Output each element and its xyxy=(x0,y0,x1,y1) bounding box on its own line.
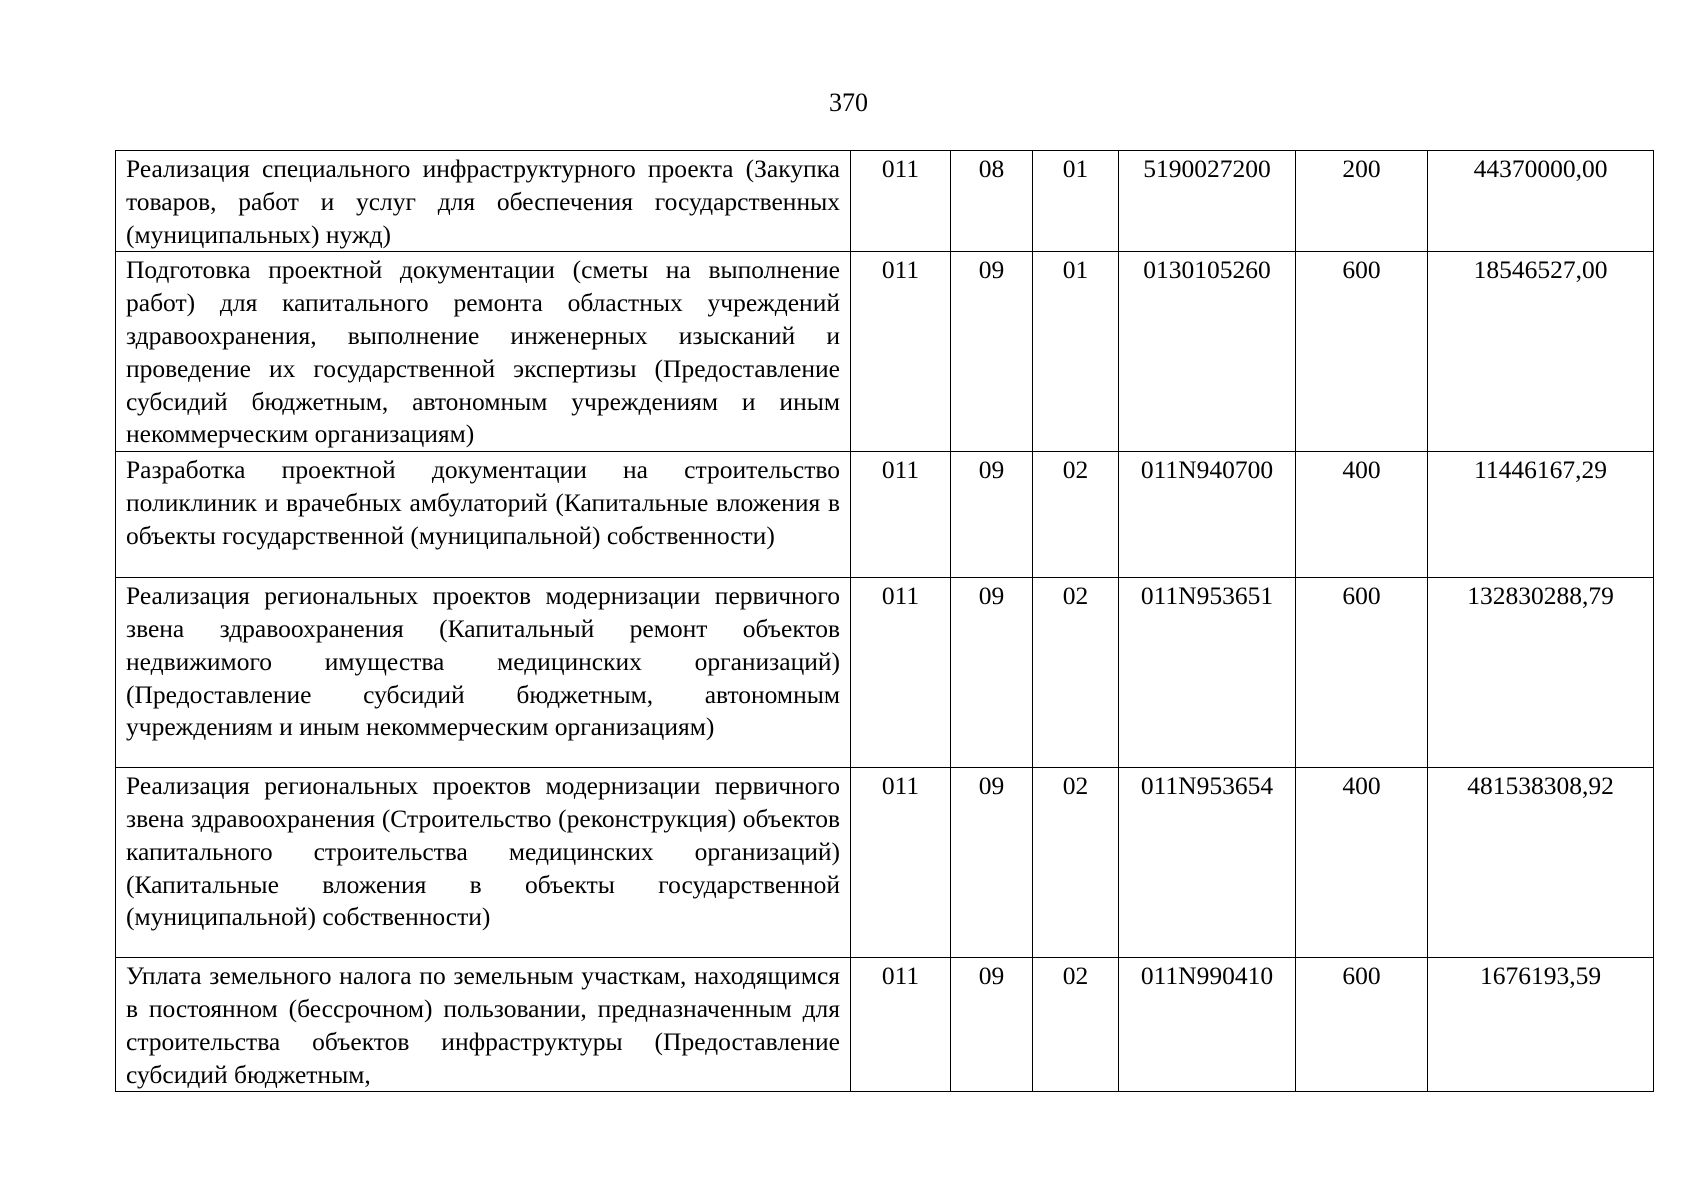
row-subsection-code: 01 xyxy=(1033,151,1119,252)
row-subsection-code: 02 xyxy=(1033,768,1119,958)
row-expense-type: 600 xyxy=(1296,958,1428,1092)
row-subsection-code: 02 xyxy=(1033,958,1119,1092)
row-sum: 481538308,92 xyxy=(1428,768,1654,958)
row-section-code: 09 xyxy=(951,578,1033,768)
row-ved-code: 011 xyxy=(851,958,951,1092)
row-ved-code: 011 xyxy=(851,768,951,958)
row-target-article: 011N953654 xyxy=(1119,768,1296,958)
row-expense-type: 600 xyxy=(1296,578,1428,768)
row-ved-code: 011 xyxy=(851,151,951,252)
table-row xyxy=(116,151,1654,252)
row-section-code: 09 xyxy=(951,252,1033,452)
row-target-article: 0130105260 xyxy=(1119,252,1296,452)
row-description: Разработка проектной документации на строительство поликлиник и врачебных амбулаторий (Капитальные вложения в объекты государственной (муниципальной) собственности) xyxy=(116,452,851,578)
row-description: Уплата земельного налога по земельным участкам, находящимся в постоянном (бессрочном) пользовании, предназначенным для строительства объектов инфраструктуры (Предоставление субсидий бюджетным, xyxy=(116,958,851,1092)
budget-table xyxy=(115,150,1654,1092)
row-subsection-code: 02 xyxy=(1033,452,1119,578)
row-section-code: 09 xyxy=(951,452,1033,578)
table-row xyxy=(116,578,1654,768)
row-subsection-code: 01 xyxy=(1033,252,1119,452)
table-row xyxy=(116,768,1654,958)
row-target-article: 011N940700 xyxy=(1119,452,1296,578)
table-row xyxy=(116,958,1654,1092)
row-description: Реализация региональных проектов модернизации первичного звена здравоохранения (Строительство (реконструкция) объектов капитального строительства медицинских организаций) (Капитальные вложения в объекты государственной (муниципальной) собственности) xyxy=(116,768,851,958)
row-ved-code: 011 xyxy=(851,452,951,578)
row-sum: 18546527,00 xyxy=(1428,252,1654,452)
row-expense-type: 200 xyxy=(1296,151,1428,252)
row-expense-type: 400 xyxy=(1296,768,1428,958)
row-ved-code: 011 xyxy=(851,252,951,452)
page-number: 370 xyxy=(829,88,868,117)
row-description: Реализация региональных проектов модернизации первичного звена здравоохранения (Капитальный ремонт объектов недвижимого имущества медицинских организаций) (Предоставление субсидий бюджетным, автономным учреждениям и иным некоммерческим организациям) xyxy=(116,578,851,768)
row-ved-code: 011 xyxy=(851,578,951,768)
row-description: Подготовка проектной документации (сметы на выполнение работ) для капитального ремонта областных учреждений здравоохранения, выполнение инженерных изысканий и проведение их государственной экспертизы (Предоставление субсидий бюджетным, автономным учреждениям и иным некоммерческим организациям) xyxy=(116,252,851,452)
row-subsection-code: 02 xyxy=(1033,578,1119,768)
row-target-article: 011N990410 xyxy=(1119,958,1296,1092)
row-sum: 44370000,00 xyxy=(1428,151,1654,252)
row-sum: 132830288,79 xyxy=(1428,578,1654,768)
row-section-code: 09 xyxy=(951,768,1033,958)
row-expense-type: 400 xyxy=(1296,452,1428,578)
table-row xyxy=(116,452,1654,578)
row-target-article: 5190027200 xyxy=(1119,151,1296,252)
row-target-article: 011N953651 xyxy=(1119,578,1296,768)
row-section-code: 08 xyxy=(951,151,1033,252)
row-section-code: 09 xyxy=(951,958,1033,1092)
row-description: Реализация специального инфраструктурного проекта (Закупка товаров, работ и услуг для обеспечения государственных (муниципальных) нужд) xyxy=(116,151,851,252)
row-expense-type: 600 xyxy=(1296,252,1428,452)
table-row xyxy=(116,252,1654,452)
row-sum: 1676193,59 xyxy=(1428,958,1654,1092)
row-sum: 11446167,29 xyxy=(1428,452,1654,578)
